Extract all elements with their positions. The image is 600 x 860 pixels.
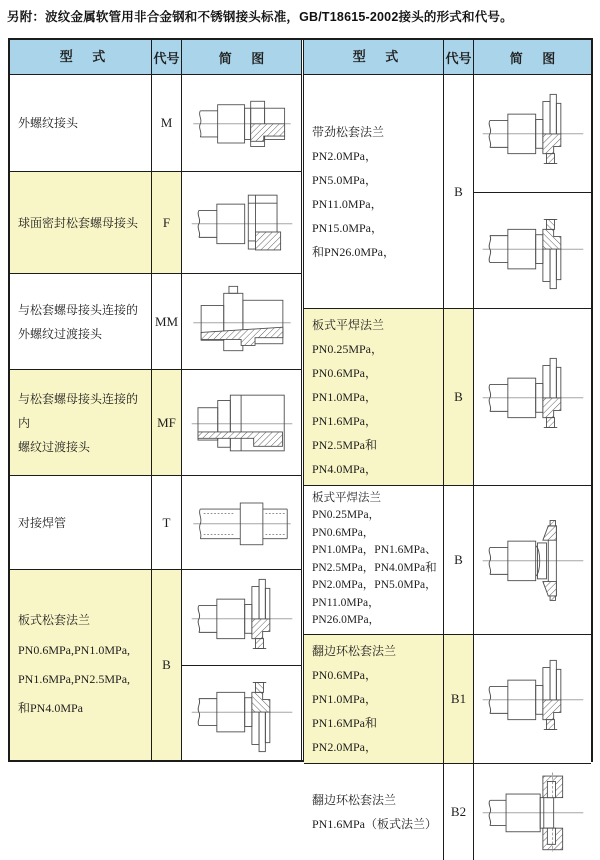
table-row [10,476,301,570]
type-line: PN0.6MPa,PN1.0MPa, [18,642,131,657]
type-line: 与松套螺母接头连接的 [18,302,139,317]
table-row [10,75,301,172]
type-line: 与松套螺母接头连接的内 [18,391,139,430]
type-line: 板式平焊法兰 [312,492,381,504]
code-cell: B [444,486,474,634]
type-cell [304,75,444,308]
diagram-cell [474,309,591,485]
page-title: 另附：波纹金属软管用非合金钢和不锈钢接头标准，GB/T18615-2002接头的形式和代号。 [7,10,513,24]
code-cell: B [444,309,474,485]
header-code: 代号 [152,40,182,74]
type-line: PN2.5MPa和PN4.0MPa， [312,438,378,476]
header-code: 代号 [444,40,474,74]
code-cell: B [444,75,474,308]
diagram-spherical-seal-loose-nut-fitting [189,179,295,267]
type-cell [10,370,152,475]
type-line: 板式松套法兰 [18,613,91,628]
type-cell [10,75,152,171]
diagram-cell [182,476,301,569]
type-line: 对接焊管 [18,515,67,530]
header-row [304,40,591,75]
type-line: 球面密封松套螺母接头 [18,215,139,230]
diagram-male-thread-fitting [189,83,295,163]
type-line: 和PN26.0MPa， [312,244,396,259]
diagram-cell [182,75,301,171]
code-cell: F [152,172,182,273]
table-left-panel [10,40,301,760]
type-cell [10,172,152,273]
header-diagram: 简 图 [474,40,591,74]
code-cell: M [152,75,182,171]
type-line: PN2.0MPa，PN5.0MPa， [312,579,437,592]
type-line: PN1.6MPa（板式法兰） [312,816,438,831]
table-row [10,172,301,274]
diagram-male-thread-adapter [189,282,295,362]
diagram-cell [182,274,301,369]
table-row [10,274,301,370]
table-row [10,570,301,760]
type-line: PN11.0MPa，PN15.0MPa， [312,196,384,235]
diagram-cell [182,570,301,760]
type-line: PN0.6MPa，PN1.0MPa， [312,667,378,706]
header-diagram: 简 图 [182,40,301,74]
type-cell [304,764,444,860]
diagram-plate-weld-flange-full-range [480,516,586,604]
type-cell [10,274,152,369]
type-line: 外螺纹过渡接头 [18,326,103,341]
type-line: 外螺纹接头 [18,116,79,130]
code-cell: B1 [444,635,474,763]
type-line: 带劲松套法兰 [312,124,385,139]
diagram-sub-cell [182,570,301,665]
diagram-sub-cell [182,665,301,760]
diagram-cell [182,370,301,475]
table-row [304,75,591,309]
type-line: 螺纹过渡接头 [18,439,91,454]
diagram-sub-cell [474,75,591,192]
fittings-table [8,38,593,831]
code-cell: T [152,476,182,569]
diagram-plate-loose-flange-bottom [189,669,295,757]
diagram-flanged-ring-loose-flange [480,655,586,743]
code-cell: B [152,570,182,760]
diagram-cell [474,764,591,860]
type-cell [10,570,152,760]
diagram-cell [474,635,591,763]
diagram-neck-loose-flange-top [480,85,586,181]
type-cell [304,309,444,485]
type-line: PN1.0MPa，PN1.6MPa， [312,390,378,428]
code-cell: B2 [444,764,474,860]
type-line: 板式平焊法兰 [312,318,385,332]
table-row [304,635,591,764]
diagram-plate-loose-flange-top [189,574,295,662]
diagram-cell [474,486,591,634]
diagram-flanged-ring-loose-plate-flange [480,764,586,860]
table-row [304,486,591,635]
type-line: PN2.0MPa，PN5.0MPa， [312,148,378,187]
diagram-neck-loose-flange-bottom [480,202,586,298]
table-row [10,370,301,476]
table-right-panel [304,40,591,831]
type-cell [304,635,444,763]
diagram-cell [182,172,301,273]
header-type: 型 式 [304,40,444,74]
type-line: 和PN4.0MPa [18,701,84,716]
code-cell: MM [152,274,182,369]
type-cell [304,486,444,634]
table-row [304,309,591,486]
type-line: 翻边环松套法兰 [312,792,397,807]
diagram-plate-weld-flange [480,353,586,441]
type-line: 翻边环松套法兰 [312,643,397,658]
code-cell: MF [152,370,182,475]
diagram-female-thread-adapter [189,379,295,467]
type-line: PN1.0MPa，PN1.6MPa、 [312,544,437,557]
type-line: PN2.5MPa，PN4.0MPa和 [312,561,437,574]
diagram-cell [474,75,591,308]
diagram-butt-weld-pipe [189,483,295,563]
header-row [10,40,301,75]
header-type: 型 式 [10,40,152,74]
type-line: PN0.25MPa，PN0.6MPa， [312,342,384,380]
type-line: PN1.6MPa和PN2.0MPa， [312,715,378,754]
type-line: PN0.25MPa，PN0.6MPa， [312,509,381,539]
type-line: PN11.0MPa，PN26.0MPa， [312,596,381,627]
table-row [304,764,591,860]
diagram-sub-cell [474,192,591,309]
type-line: PN1.6MPa,PN2.5MPa, [18,672,131,686]
type-cell [10,476,152,569]
